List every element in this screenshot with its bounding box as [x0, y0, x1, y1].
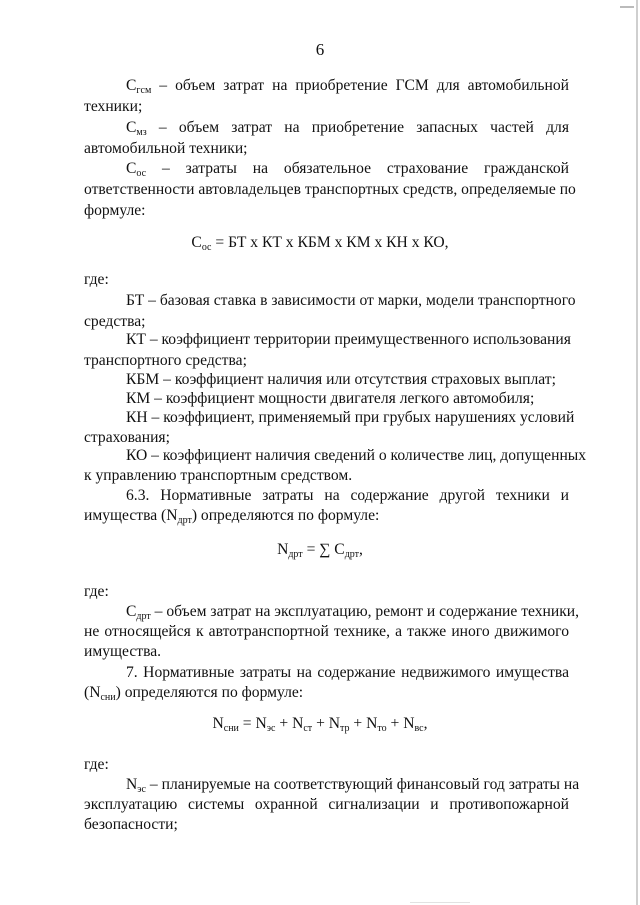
text-run: ) определяются по формуле: — [115, 684, 304, 701]
subscript: эс — [266, 723, 276, 734]
text-line — [126, 389, 611, 409]
text-line — [126, 663, 569, 683]
text-line — [126, 118, 569, 138]
text-line — [84, 582, 569, 602]
text-run: N — [126, 776, 138, 793]
text-run: КМ – коэффициент мощности двигателя легкого автомобиля; — [126, 390, 535, 407]
text-run: эксплуатацию системы охранной сигнализации и противопожарной — [84, 796, 569, 813]
text-line — [126, 370, 611, 390]
text-line — [84, 351, 569, 371]
text-run: = N — [238, 715, 267, 732]
text-run: 7. Нормативные затраты на содержание недвижимого имущества — [126, 664, 569, 681]
text-run: (N — [84, 684, 101, 701]
text-run: – объем затрат на приобретение запасных частей для — [146, 119, 569, 136]
text-run: автомобильной техники; — [84, 140, 248, 157]
text-line — [126, 602, 580, 622]
text-run: – объем затрат на приобретение ГСМ для автомобильной — [151, 77, 569, 94]
text-run: + N — [275, 715, 304, 732]
subscript: эс — [137, 784, 146, 795]
text-run: средства; — [84, 313, 146, 330]
text-run: страхования; — [84, 429, 170, 446]
text-line — [126, 486, 569, 506]
text-run: не относящейся к автотранспортной технике, а также иного движимого — [84, 623, 569, 640]
scan-mark-bottom — [410, 902, 470, 903]
text-line — [84, 506, 569, 526]
subscript: ст — [303, 723, 313, 734]
text-line — [84, 270, 569, 290]
text-run: + N — [349, 715, 378, 732]
text-run: + N — [312, 715, 341, 732]
text-line — [126, 408, 575, 428]
text-run: ) определяются по формуле: — [191, 507, 380, 524]
text-run: C — [126, 603, 137, 620]
subscript: дрт — [136, 611, 151, 622]
text-line — [126, 330, 569, 350]
text-run: к управлению транспортным средством. — [84, 467, 353, 484]
text-line — [126, 291, 576, 311]
text-run: – планируемые на соответствующий финансовый год затраты на — [146, 776, 580, 793]
subscript: дрт — [288, 549, 303, 560]
text-run: КТ – коэффициент территории преимущественного использования — [126, 331, 571, 348]
text-run: безопасности; — [84, 816, 178, 833]
text-line — [84, 683, 569, 703]
subscript: дрт — [177, 515, 192, 526]
text-run: = БТ х КТ х КБМ х КМ х КН х КО, — [211, 234, 449, 251]
text-line — [84, 622, 569, 642]
text-run: C — [191, 234, 202, 251]
text-line — [84, 642, 569, 662]
subscript: гсм — [136, 85, 152, 96]
text-run: техники; — [84, 98, 143, 115]
text-line — [84, 755, 569, 775]
text-line — [84, 466, 569, 486]
formula-ndrt — [0, 540, 640, 560]
text-line — [84, 139, 569, 159]
text-run: N — [212, 715, 224, 732]
text-run: транспортного средства; — [84, 352, 247, 369]
text-run: ответственности автовладельцев транспортных средств, определяемые по — [84, 181, 576, 198]
text-run: – затраты на обязательное страхование гражданской — [146, 160, 569, 177]
subscript: сни — [223, 723, 239, 734]
subscript: то — [377, 723, 387, 734]
text-line — [126, 76, 569, 96]
subscript: ос — [136, 168, 147, 179]
text-line — [126, 775, 580, 795]
text-line — [126, 159, 569, 179]
scan-edge-right — [636, 0, 638, 905]
formula-nsni — [0, 714, 640, 734]
subscript: ос — [201, 242, 212, 253]
text-line — [84, 180, 576, 200]
scan-mark-top — [620, 6, 634, 8]
page-number: 6 — [315, 40, 325, 59]
text-run: имущества. — [84, 643, 162, 660]
text-run: КБМ – коэффициент наличия или отсутствия страховых выплат; — [126, 371, 556, 388]
text-run: – объем затрат на эксплуатацию, ремонт и содержание техники, — [150, 603, 580, 620]
text-run: где: — [84, 756, 109, 773]
text-run: N — [277, 541, 289, 558]
formula-ins — [0, 233, 640, 253]
text-run: КН – коэффициент, применяемый при грубых нарушениях условий — [126, 409, 575, 426]
text-line — [126, 446, 587, 466]
text-line — [84, 97, 569, 117]
text-run: 6.3. Нормативные затраты на содержание другой техники и — [126, 487, 569, 504]
text-run: где: — [84, 271, 109, 288]
subscript: тр — [340, 723, 350, 734]
text-run: имущества (N — [84, 507, 178, 524]
text-line — [84, 815, 569, 835]
text-run: + N — [386, 715, 415, 732]
subscript: сни — [100, 692, 116, 703]
subscript: мз — [136, 127, 147, 138]
text-run: формуле: — [84, 202, 146, 219]
text-run: КО – коэффициент наличия сведений о количестве лиц, допущенных — [126, 447, 587, 464]
text-run: C — [126, 119, 137, 136]
text-run: C — [126, 77, 137, 94]
text-run: = ∑ C — [302, 541, 345, 558]
text-run: , — [423, 715, 428, 732]
text-run: БТ – базовая ставка в зависимости от марки, модели транспортного — [126, 292, 576, 309]
text-line — [84, 201, 569, 221]
text-run: C — [126, 160, 137, 177]
text-line — [84, 312, 569, 332]
text-run: где: — [84, 583, 109, 600]
text-run: , — [359, 541, 363, 558]
subscript: дрт — [344, 549, 360, 560]
text-line — [84, 795, 569, 815]
subscript: вс — [414, 723, 424, 734]
text-line — [84, 428, 569, 448]
